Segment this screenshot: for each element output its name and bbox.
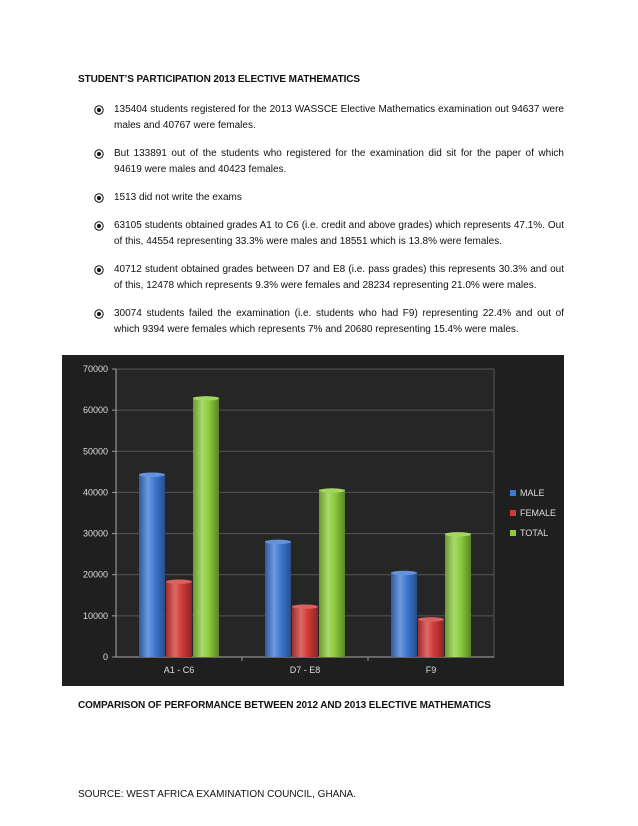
section-heading: STUDENT’S PARTICIPATION 2013 ELECTIVE MATHEMATICS [78, 74, 360, 85]
bullet-item [94, 102, 564, 134]
bullet-text: 40712 student obtained grades between D7 and E8 (i.e. pass grades) this represents 30.3% and out of this, 12478 which represents 9.3% were females and 28234 representing 21.0% were males. [114, 264, 564, 291]
source-note: SOURCE: WEST AFRICA EXAMINATION COUNCIL, GHANA. [78, 789, 357, 800]
bar-female [418, 618, 444, 657]
bullet-list [94, 102, 564, 350]
chart-caption: COMPARISON OF PERFORMANCE BETWEEN 2012 AND 2013 ELECTIVE MATHEMATICS [78, 700, 491, 711]
bar-total [193, 397, 219, 657]
bar-total [319, 489, 345, 657]
bar-top-cap [292, 604, 318, 608]
bar-total [445, 533, 471, 657]
bar-top-cap [445, 532, 471, 536]
bullet-item [94, 262, 564, 294]
x-tick-label: D7 - E8 [289, 665, 321, 675]
legend-swatch-female [510, 510, 516, 516]
bar-male [265, 541, 291, 657]
bar-top-cap [166, 579, 192, 583]
bar-top-cap [391, 571, 417, 575]
legend-label: TOTAL [520, 528, 549, 538]
y-tick-label: 40000 [82, 487, 108, 498]
bullet-item [94, 306, 564, 338]
y-tick-label: 60000 [82, 405, 108, 416]
bullet-text: 135404 students registered for the 2013 WASSCE Elective Mathematics examination out 94637 were males and 40767 were females. [114, 104, 564, 131]
x-tick-label: F9 [425, 665, 437, 675]
y-tick-label: 70000 [82, 364, 108, 374]
y-tick-label: 50000 [82, 446, 108, 457]
bar-top-cap [265, 540, 291, 544]
bar-male [139, 474, 165, 657]
y-tick-label: 20000 [82, 569, 108, 580]
bar-female [166, 581, 192, 657]
x-tick-label: A1 - C6 [163, 665, 195, 675]
circled-dot-bullet-icon [94, 149, 104, 159]
bullet-text: 30074 students failed the examination (i.e. students who had F9) representing 22.4% and out of which 9394 were females which represents 7% and 20680 representing 15.4% were males. [114, 308, 564, 335]
bullet-text: 63105 students obtained grades A1 to C6 (i.e. credit and above grades) which represents 47.1%. Out of this, 44554 representing 33.3% were males and 18551 which is 13.8% were females. [114, 220, 564, 247]
y-tick-label: 10000 [82, 610, 108, 621]
chart-svg [62, 355, 564, 686]
legend-label: FEMALE [520, 508, 557, 518]
y-tick-label: 0 [102, 652, 108, 662]
circled-dot-bullet-icon [94, 265, 104, 275]
bullet-item [94, 218, 564, 250]
circled-dot-bullet-icon [94, 105, 104, 115]
circled-dot-bullet-icon [94, 193, 104, 203]
bullet-item [94, 190, 564, 206]
legend-swatch-total [510, 530, 516, 536]
circled-dot-bullet-icon [94, 309, 104, 319]
circled-dot-bullet-icon [94, 221, 104, 231]
bar-top-cap [139, 472, 165, 476]
bar-top-cap [418, 617, 444, 621]
bullet-item [94, 146, 564, 178]
legend-swatch-male [510, 490, 516, 496]
y-tick-label: 30000 [82, 528, 108, 539]
legend-label: MALE [520, 488, 545, 498]
bar-top-cap [319, 488, 345, 492]
bullet-text: But 133891 out of the students who registered for the examination did sit for the paper of which 94619 were males and 40423 females. [114, 148, 564, 175]
bar-female [292, 606, 318, 657]
bullet-text: 1513 did not write the exams [114, 192, 242, 203]
bar-top-cap [193, 396, 219, 400]
bar-male [391, 572, 417, 657]
bar-chart [62, 355, 564, 686]
